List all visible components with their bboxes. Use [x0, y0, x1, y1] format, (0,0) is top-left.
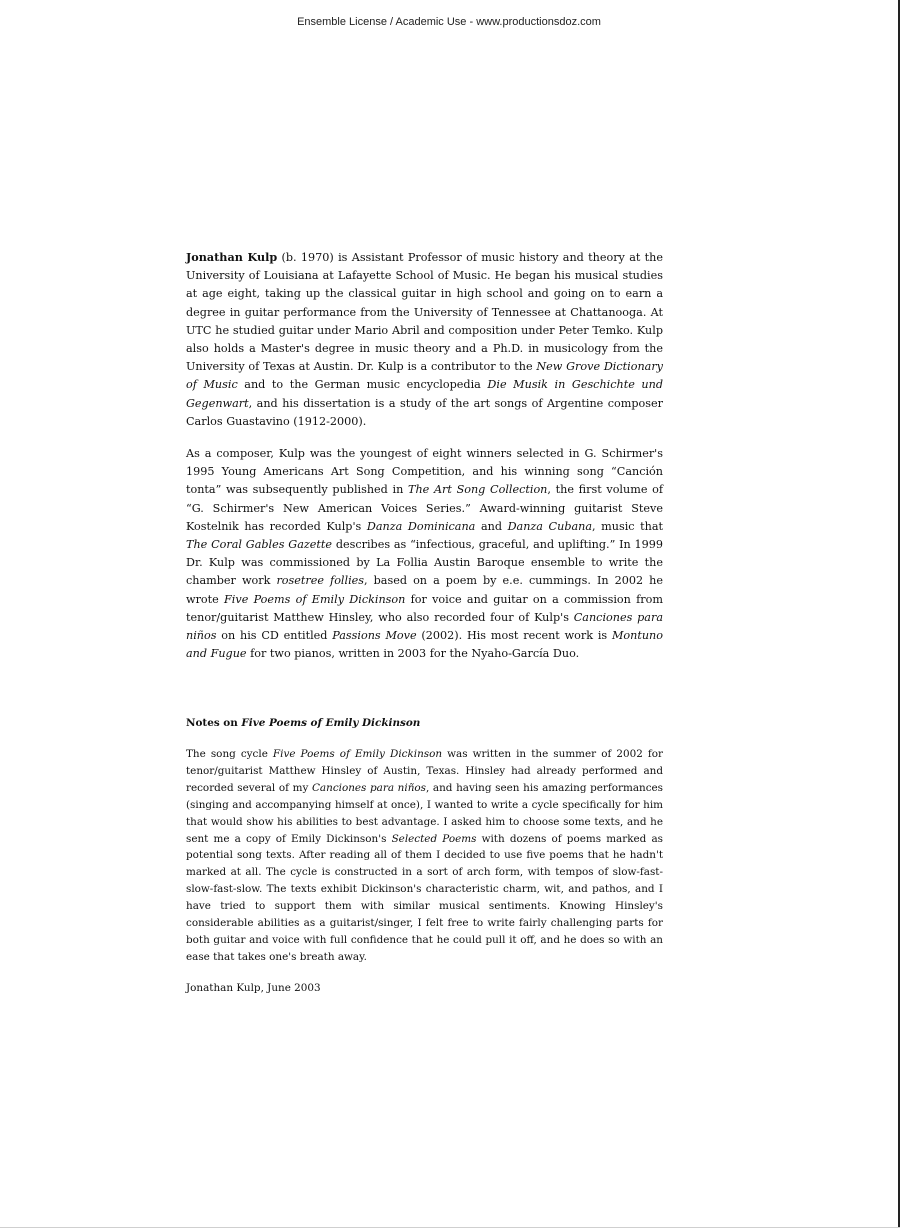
notes-heading-work: Five Poems of Emily Dickinson	[241, 717, 421, 730]
bio-text: , based on a poem by e.e. cummings. In 2002 he wrote	[186, 574, 664, 606]
bio-text: As a composer, Kulp was the youngest of eight winners selected in G. Schirmer's 1995 Young Americans Art Song Competition, and his winning song “Canción tonta” was subsequently published in	[186, 447, 663, 497]
bio-text: for voice and guitar on a commission from tenor/guitarist Matthew Hinsley, who also recorded four of Kulp's	[186, 592, 663, 624]
notes-text: , and having seen his amazing performances (singing and accompanying himself at once), I wanted to write a cycle specifically for him that would show his abilities to best advantage. I asked him to choose some texts, and he sent me a copy of Emily Dickinson's	[186, 781, 664, 845]
italic-title: The Art Song Collection	[408, 483, 548, 497]
bio-text: and	[475, 519, 508, 533]
license-header: Ensemble License / Academic Use - www.productionsdoz.com	[297, 16, 601, 28]
italic-title: Die Musik in Geschichte und Gegenwart	[186, 378, 663, 410]
italic-title: Five Poems of Emily Dickinson	[272, 747, 443, 760]
document-content	[186, 248, 663, 997]
bio-text: on his CD entitled	[216, 629, 333, 643]
italic-title: Passions Move	[332, 629, 417, 643]
bio-paragraph-2	[186, 445, 663, 663]
italic-title: rosetree follies	[276, 574, 365, 588]
italic-title: Selected Poems	[391, 832, 477, 845]
notes-text: with dozens of poems marked as potential song texts. After reading all of them I decided to use five poems that he hadn't marked at all. The cycle is constructed in a sort of arch form, with tempos of slow-fast-slow-fast-slow. The texts exhibit Dickinson's characteristic charm, wit, and pathos, and I have tried to support them with similar musical sentiments. Knowing Hinsley's considerable abilities as a guitarist/singer, I felt free to write fairly challenging parts for both guitar and voice with full confidence that he could pull it off, and he does so with an ease that takes one's breath away.	[186, 832, 663, 963]
bio-text: and to the German music encyclopedia	[237, 378, 488, 392]
bio-text: , music that	[592, 519, 664, 533]
bio-text: (b. 1970) is Assistant Professor of music history and theory at the University of Louisiana at Lafayette School of Music. He began his musical studies at age eight, taking up the classical guitar in high school and going on to earn a degree in guitar performance from the University of Tennessee at Chattanooga. At UTC he studied guitar under Mario Abril and composition under Peter Temko. Kulp also holds a Master's degree in music theory and a Ph.D. in musicology from the University of Texas at Austin. Dr. Kulp is a contributor to the	[186, 251, 664, 374]
bio-paragraph-1	[186, 248, 663, 431]
notes-paragraph	[186, 746, 663, 966]
bio-text: describes as “infectious, graceful, and uplifting.” In 1999 Dr. Kulp was commissioned by La Follia Austin Baroque ensemble to write the chamber work	[186, 538, 663, 588]
italic-title: Canciones para niños	[186, 610, 663, 643]
italic-title: The Coral Gables Gazette	[186, 538, 333, 552]
notes-text: was written in the summer of 2002 for tenor/guitarist Matthew Hinsley of Austin, Texas. Hinsley had already performed and recorded several of my	[186, 747, 663, 794]
bio-text: (2002). His most recent work is	[416, 629, 612, 643]
bio-text: for two pianos, written in 2003 for the Nyaho-García Duo.	[246, 647, 580, 661]
composer-biography	[186, 248, 663, 663]
notes-heading-prefix: Notes on	[186, 717, 242, 730]
composer-name: Jonathan Kulp	[186, 250, 278, 264]
bio-text: , and his dissertation is a study of the art songs of Argentine composer Carlos Guastavino (1912-2000).	[186, 396, 663, 428]
notes-text: The song cycle	[186, 747, 273, 760]
italic-title: Danza Cubana	[507, 519, 593, 533]
italic-title: Canciones para niños	[311, 781, 426, 794]
program-notes	[186, 715, 663, 996]
italic-title: Montuno and Fugue	[186, 629, 663, 661]
italic-title: Danza Dominicana	[366, 519, 476, 533]
notes-heading	[186, 715, 663, 732]
bio-text: , the first volume of “G. Schirmer's New American Voices Series.” Award-winning guitarist Steve Kostelnik has recorded Kulp's	[186, 483, 664, 533]
notes-signature: Jonathan Kulp, June 2003	[186, 981, 321, 994]
italic-title: Five Poems of Emily Dickinson	[224, 592, 406, 606]
italic-title: New Grove Dictionary of Music	[186, 360, 664, 392]
